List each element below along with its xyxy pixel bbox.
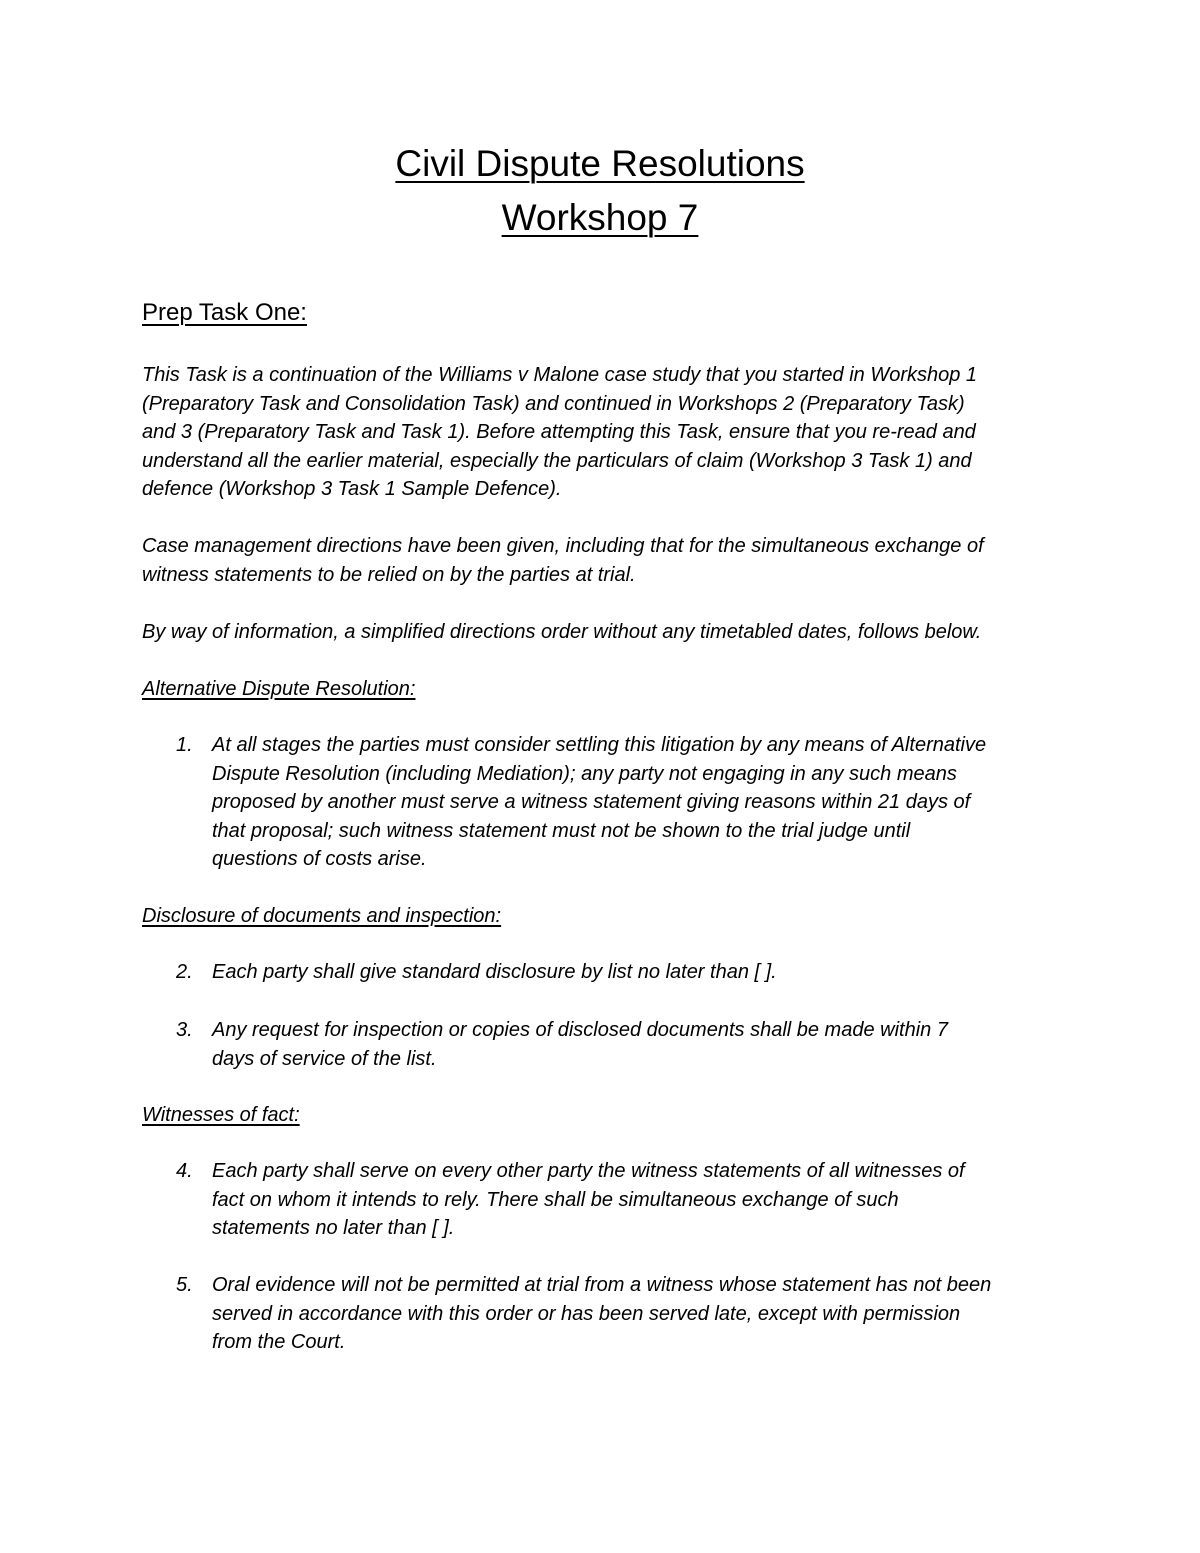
list-item-text <box>212 1271 991 1357</box>
intro-line: and 3 (Preparatory Task and Task 1). Before attempting this Task, ensure that you re-read and <box>142 421 976 444</box>
list-item-line: Each party shall give standard disclosure by list no later than [ ]. <box>212 961 777 983</box>
section-heading-adr: Alternative Dispute Resolution: <box>142 678 416 700</box>
list-item-line: proposed by another must serve a witness statement giving reasons within 21 days of <box>212 791 971 814</box>
prep-task-heading: Prep Task One: <box>142 299 307 326</box>
list-item-line: Each party shall serve on every other party the witness statements of all witnesses of <box>212 1160 965 1182</box>
information-paragraph <box>142 618 1072 647</box>
section-heading-witnesses: Witnesses of fact: <box>142 1104 300 1126</box>
list-item-line: served in accordance with this order or has been served late, except with permission <box>212 1302 961 1325</box>
list-item-line: At all stages the parties must consider settling this litigation by any means of Alternative <box>212 734 987 756</box>
list-item-line: that proposal; such witness statement must not be shown to the trial judge until <box>212 819 911 842</box>
document-subtitle: Workshop 7 <box>501 197 699 238</box>
list-item-text <box>212 1016 948 1073</box>
list-item-line: Dispute Resolution (including Mediation); any party not engaging in any such means <box>212 762 957 785</box>
intro-line: understand all the earlier material, especially the particulars of claim (Workshop 3 Task 1) and <box>142 449 972 472</box>
intro-line: This Task is a continuation of the Williams v Malone case study that you started in Workshop 1 <box>142 364 978 386</box>
list-item-line: statements no later than [ ]. <box>212 1217 455 1240</box>
list-item-number: 1. <box>176 734 193 756</box>
case-management-paragraph <box>142 532 1072 589</box>
list-item-text <box>212 958 777 987</box>
list-item-line: days of service of the list. <box>212 1047 437 1070</box>
intro-paragraph <box>142 361 1072 504</box>
list-item-line: from the Court. <box>212 1331 346 1354</box>
case-management-line: Case management directions have been given, including that for the simultaneous exchange of <box>142 535 984 557</box>
list-item-text <box>212 1157 965 1243</box>
list-item-line: Oral evidence will not be permitted at trial from a witness whose statement has not been <box>212 1274 992 1296</box>
case-management-line: witness statements to be relied on by the parties at trial. <box>142 563 636 586</box>
information-line: By way of information, a simplified directions order without any timetabled dates, follows below. <box>142 621 982 643</box>
list-item-number: 5. <box>176 1274 193 1296</box>
list-item-text <box>212 731 986 874</box>
list-item-number: 2. <box>176 961 193 983</box>
list-item-number: 3. <box>176 1019 193 1041</box>
list-item-number: 4. <box>176 1160 193 1182</box>
list-item-line: questions of costs arise. <box>212 848 427 871</box>
document-title: Civil Dispute Resolutions <box>395 143 805 184</box>
intro-line: defence (Workshop 3 Task 1 Sample Defence). <box>142 478 562 501</box>
section-heading-disclosure: Disclosure of documents and inspection: <box>142 905 502 927</box>
intro-line: (Preparatory Task and Consolidation Task) and continued in Workshops 2 (Preparatory Task) <box>142 392 965 415</box>
list-item-line: fact on whom it intends to rely. There shall be simultaneous exchange of such <box>212 1188 899 1211</box>
list-item-line: Any request for inspection or copies of disclosed documents shall be made within 7 <box>212 1019 948 1041</box>
